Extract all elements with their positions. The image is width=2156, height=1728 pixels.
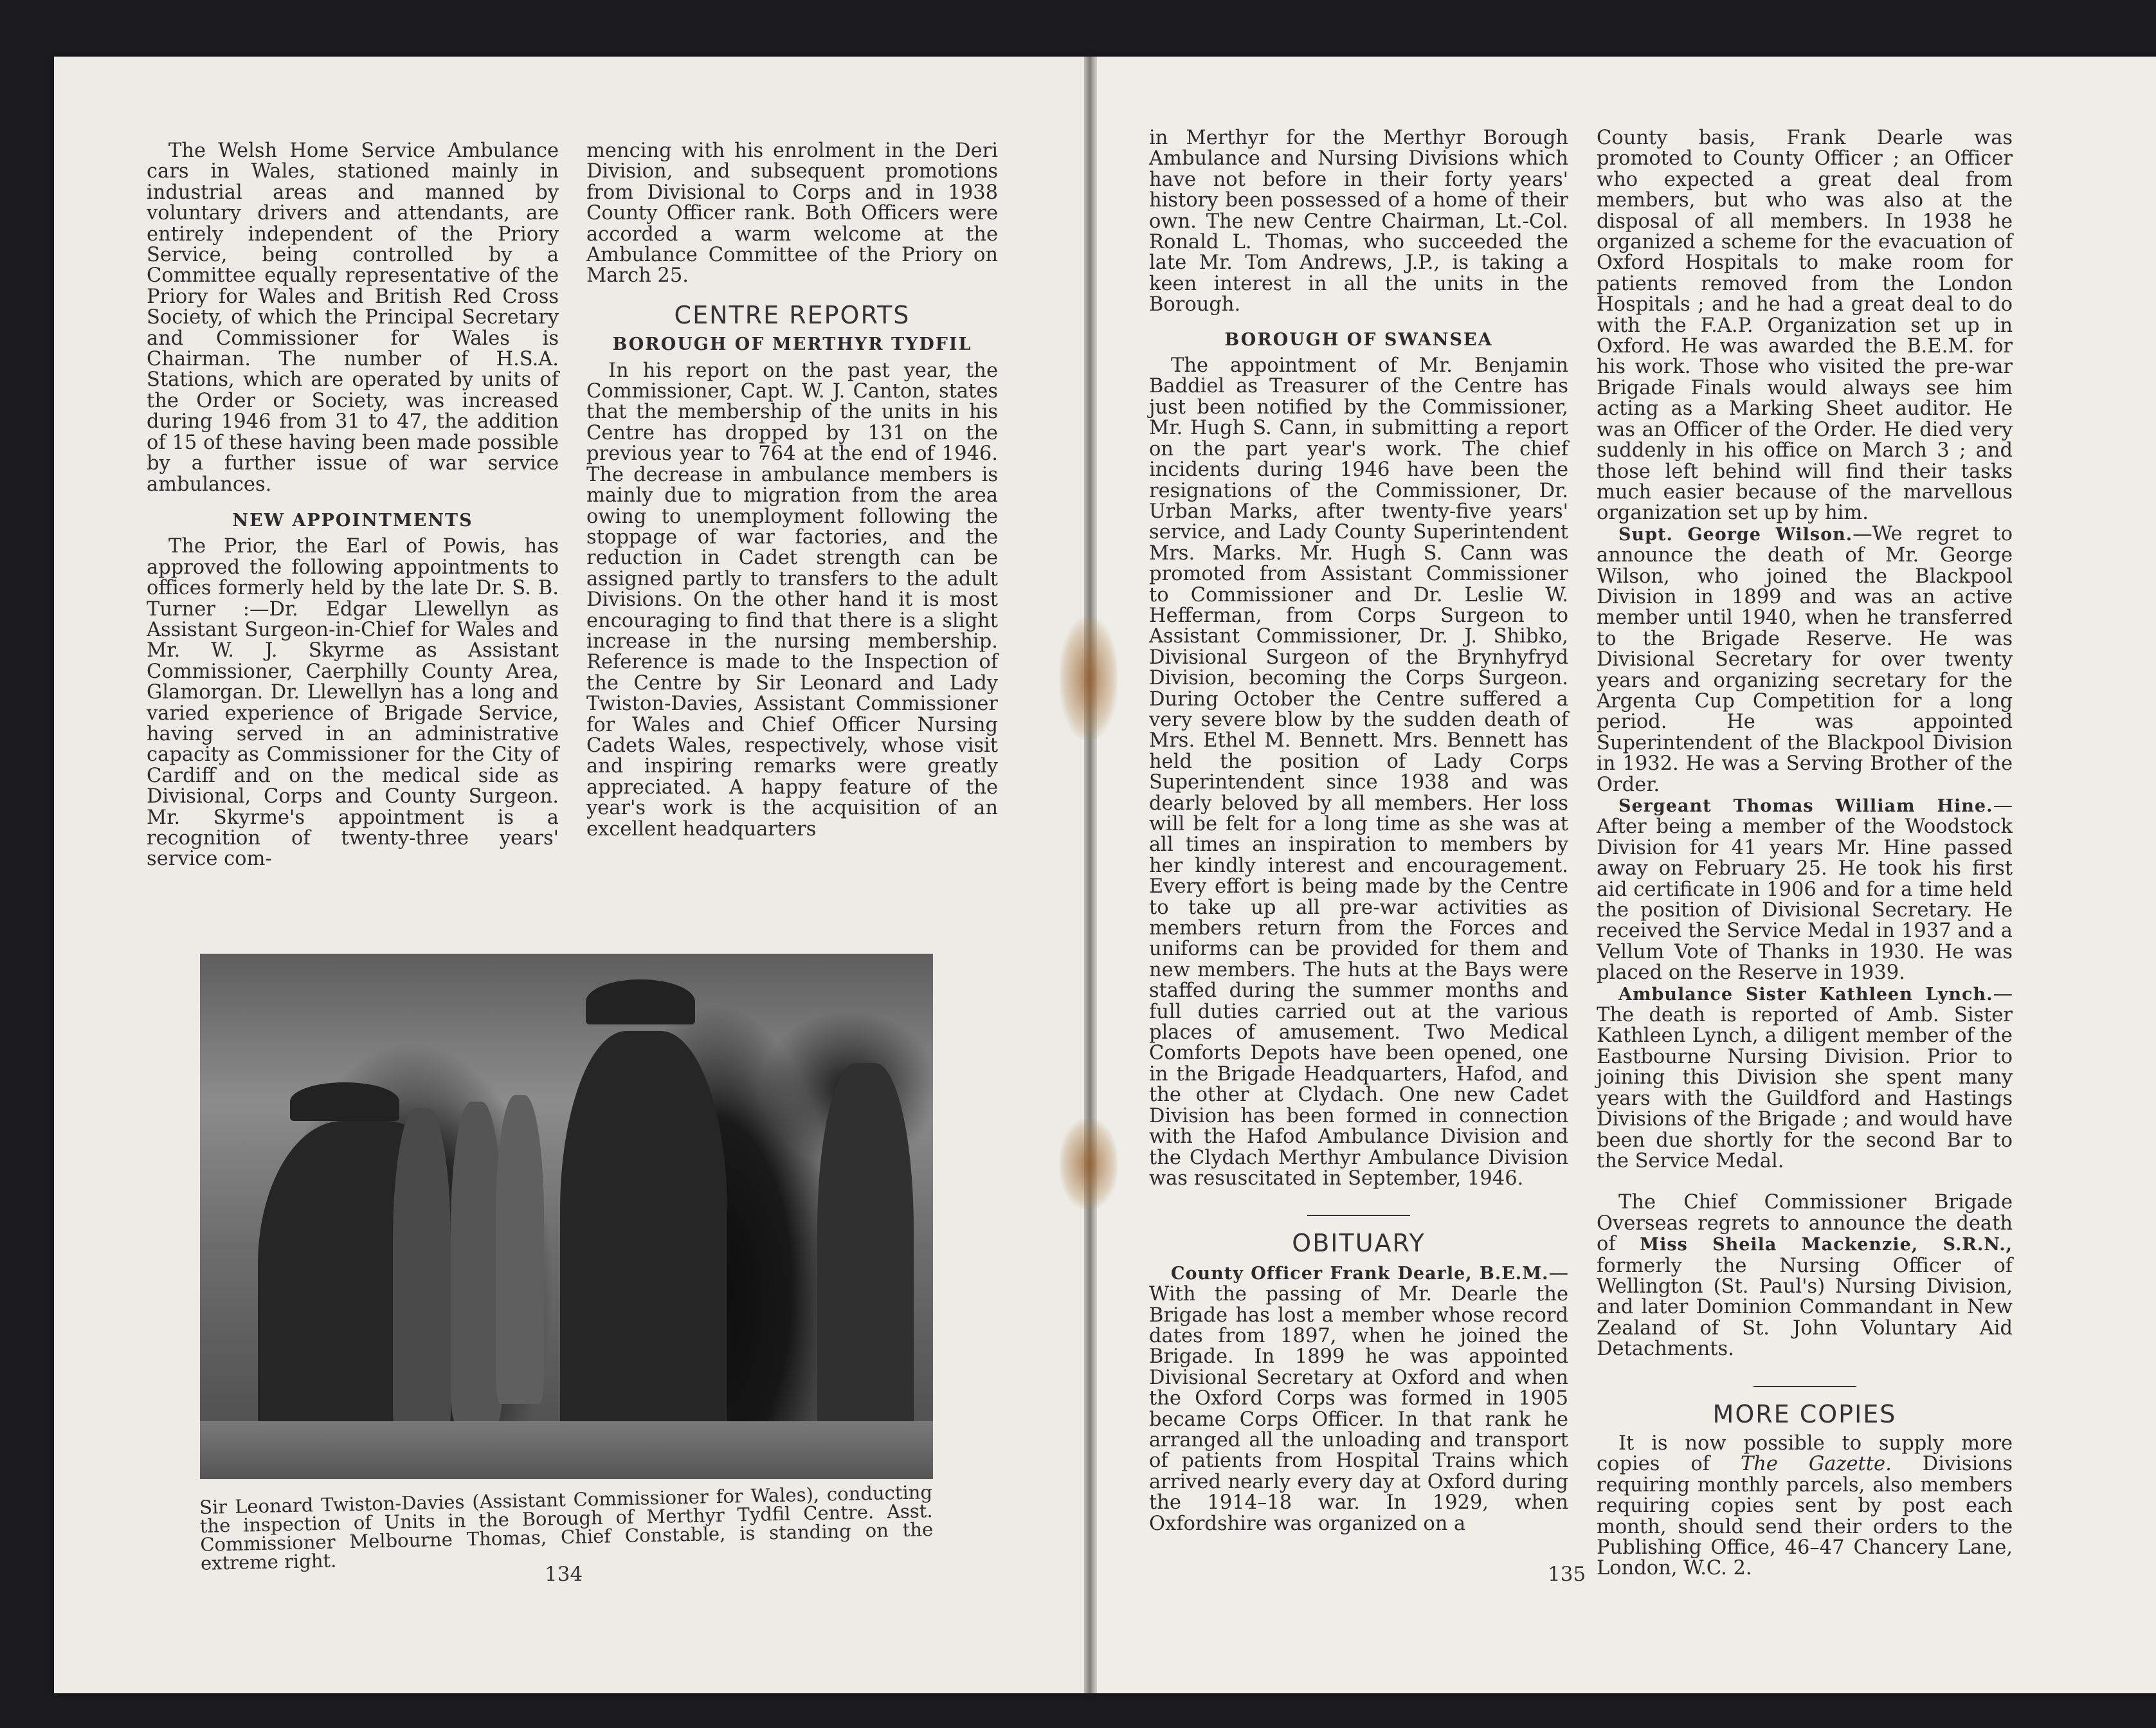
obituary-entry bbox=[1597, 796, 2013, 984]
section-title: MORE COPIES bbox=[1712, 1399, 1897, 1428]
paragraph: in Merthyr for the Merthyr Borough Ambulance and Nursing Divisions which have not before in their forty years' history been possessed of a home of their own. The new Centre Chairman, Lt.-Col. Ronald L. Thomas, who succeeded the late Mr. Tom Andrews, J.P., is taking a keen interest in all the units in the Borough. bbox=[1149, 127, 1568, 316]
copies-text: It is now possible to supply more copies of bbox=[1597, 1432, 2013, 1476]
obituary-text: formerly the Nursing Officer of Wellington (St. Paul's) Nursing Division, and later Dominion Commandant in New Zealand of St. John Voluntary Aid Detachments. bbox=[1597, 1254, 2013, 1361]
obituary-name: Ambulance Sister Kathleen Lynch. bbox=[1618, 984, 1993, 1005]
obituary-name: Miss Sheila Mackenzie, S.R.N., bbox=[1640, 1235, 2013, 1255]
left-column-2 bbox=[586, 141, 998, 840]
paragraph: mencing with his enrolment in the Deri Division, and subsequent promotions from Divisional to Corps and in 1938 County Officer rank. Both Officers were accorded a warm welcome at the Ambulance Committee of the Priory on March 25. bbox=[586, 140, 998, 287]
section-title: CENTRE REPORTS bbox=[674, 300, 910, 329]
obituary-text: —We regret to announce the death of Mr. George Wilson, who joined the Blackpool Division in 1899 and was an active member until 1940, when he transferred to the Brigade Reserve. He was Divisional Secretary for over twenty years and organizing secretary for the Argenta Cup Competition for a long period. He was appointed Superintendent of the Blackpool Division in 1932. He was a Serving Brother of the Order. bbox=[1597, 522, 2013, 796]
paragraph bbox=[1597, 1433, 2013, 1579]
inspection-photograph bbox=[200, 954, 933, 1479]
obituary-entry bbox=[1597, 984, 2013, 1172]
obituary-text: The Chief Commissioner Brigade Overseas regrets to announce the death of bbox=[1597, 1191, 2013, 1256]
section-heading: BOROUGH OF SWANSEA bbox=[1224, 329, 1493, 350]
section-heading: NEW APPOINTMENTS bbox=[232, 510, 473, 531]
paragraph: The appointment of Mr. Benjamin Baddiel as Treasurer of the Centre has just been notified by the Commissioner, Mr. Hugh S. Cann, in submitting a report on the part year's work. The chief incidents during 1946 have been the resignations of the Commissioner, Dr. Urban Marks, after twenty-five years' service, and Lady County Superintendent Mrs. Marks. Mr. Hugh S. Cann was promoted from Assistant Commissioner to Commissioner and Dr. Leslie W. Hefferman, from Corps Surgeon to Assistant Commissioner, Dr. J. Shibko, Divisional Surgeon of the Brynhyfryd Division, becoming the Corps Surgeon. During October the Centre suffered a very severe blow by the sudden death of Mrs. Ethel M. Bennett. Mrs. Bennett has held the position of Lady Corps Superintendent since 1938 and was dearly beloved by all members. Her loss will be felt for a long time as she was at all times an inspiration to members by her kindly interest and encouragement. Every effort is being made by the Centre to take up all pre-war activities as members return from the Forces and uniforms can be provided for them and new members. The huts at the Bays were staffed during the summer months and full duties carried out at the various places of amusement. Two Medical Comforts Depots have been opened, one in the Brigade Headquarters, Hafod, and the other at Clydach. One new Cadet Division has been formed in connection with the Hafod Ambulance Division and the Clydach Merthyr Ambulance Division was resuscitated in September, 1946. bbox=[1149, 354, 1568, 1190]
right-column-1 bbox=[1149, 128, 1568, 1534]
section-title: OBITUARY bbox=[1292, 1229, 1426, 1258]
right-column-2 bbox=[1597, 128, 2013, 1579]
copies-text: Divisions requiring monthly parcels, also members requiring copies sent by post each month, should send their orders to the Publishing Office, 46–47 Chancery Lane, London, W.C. 2. bbox=[1597, 1453, 2013, 1580]
left-column-1 bbox=[147, 141, 559, 870]
obituary-text: — The death is reported of Amb. Sister Kathleen Lynch, a diligent member of the Eastbourne Nursing Division. Prior to joining this Division she spent many years with the Guildford and Hastings Divisions of the Brigade ; and would have been due shortly for the second Bar to the Service Medal. bbox=[1597, 982, 2013, 1172]
photo-caption: Sir Leonard Twiston-Davies (Assistant Commissioner for Wales), conducting the inspection of Units in the Borough of Merthyr Tydfil Centre. Asst. Commissioner Melbourne Thomas, Chief Constable, is standing on the extreme right. bbox=[199, 1481, 934, 1574]
obituary-name: Sergeant Thomas William Hine. bbox=[1618, 796, 1993, 816]
obituary-name: Supt. George Wilson. bbox=[1618, 524, 1853, 545]
paragraph: In his report on the past year, the Commissioner, Capt. W. J. Canton, states that the membership of the units in his Centre has dropped by 131 on the previous year to 764 at the end of 1946. The decrease in ambulance members is mainly due to migration from the area owing to unemployment following the stoppage of war factories, and the reduction in Cadet strength can be assigned partly to transfers to the adult Divisions. On the other hand it is most encouraging to find that there is a slight increase in the nursing membership. Reference is made to the Inspection of the Centre by Sir Leonard and Lady Twiston-Davies, Assistant Commissioner for Wales and Chief Officer Nursing Cadets Wales, respectively, whose visit and inspiring remarks were greatly appreciated. A happy feature of the year's work is the acquisition of an excellent headquarters bbox=[586, 359, 998, 841]
paragraph: The Prior, the Earl of Powis, has approved the following appointments to offices formerly held by the late Dr. S. B. Turner :—Dr. Edgar Llewellyn as Assistant Surgeon-in-Chief for Wales and Mr. W. J. Skyrme as Assistant Commissioner, Caerphilly County Area, Glamorgan. Dr. Llewellyn has a long and varied experience of Brigade Service, having served in an administrative capacity as Commissioner for the City of Cardiff and on the medical side as Divisional, Corps and County Surgeon. Mr. Skyrme's appointment is a recognition of twenty-three years' service com- bbox=[147, 535, 559, 871]
book-spine bbox=[1084, 57, 1097, 1693]
obituary-entry bbox=[1597, 524, 2013, 796]
obituary-entry bbox=[1149, 1263, 1568, 1534]
publication-title: The Gazette. bbox=[1740, 1453, 1892, 1476]
page-number: 135 bbox=[1548, 1563, 1586, 1586]
obituary-name: County Officer Frank Dearle, B.E.M. bbox=[1171, 1263, 1549, 1284]
page-number: 134 bbox=[545, 1563, 583, 1586]
obituary-text: — With the passing of Mr. Dearle the Brigade has lost a member whose record dates from 1897, when he joined the Brigade. In 1899 he was appointed Divisional Secretary at Oxford and when the Oxford Corps was formed in 1905 became Corps Officer. In that rank he arranged all the unloading and transport of patients from Hospital Trains which arrived nearly every day at Oxford during the 1914–18 war. In 1929, when Oxfordshire was organized on a bbox=[1149, 1261, 1568, 1535]
divider bbox=[1753, 1386, 1856, 1387]
paragraph: The Welsh Home Service Ambulance cars in Wales, stationed mainly in industrial areas and manned by voluntary drivers and attendants, are entirely independent of the Priory Service, being controlled by a Committee equally representative of the Priory for Wales and British Red Cross Society, of which the Principal Secretary and Commissioner for Wales is Chairman. The number of H.S.A. Stations, which are operated by units of the Order or Society, was increased during 1946 from 31 to 47, the addition of 15 of these having been made possible by a further issue of war service ambulances. bbox=[147, 140, 559, 496]
obituary-text: —After being a member of the Woodstock Division for 41 years Mr. Hine passed away on February 25. He took his first aid certificate in 1906 and for a time held the position of Divisional Secretary. He received the Service Medal in 1937 and a Vellum Vote of Thanks in 1930. He was placed on the Reserve in 1939. bbox=[1597, 794, 2013, 985]
divider bbox=[1307, 1215, 1410, 1216]
section-heading: BOROUGH OF MERTHYR TYDFIL bbox=[612, 334, 972, 355]
rust-stain bbox=[1060, 617, 1118, 740]
obituary-entry bbox=[1597, 1192, 2013, 1360]
paragraph: County basis, Frank Dearle was promoted to County Officer ; an Officer who expected a great deal from members, but who was also at the disposal of all members. In 1938 he organized a scheme for the evacuation of Oxford Hospitals to make room for patients removed from the London Hospitals ; and he had a great deal to do with the F.A.P. Organization set up in Oxford. He was awarded the B.E.M. for his work. Those who visited the pre-war Brigade Finals would always see him acting as a Marking Sheet auditor. He was an Officer of the Order. He died very suddenly in his office on March 3 ; and those left behind will find their tasks much easier because of the marvellous organization set up by him. bbox=[1597, 127, 2013, 525]
rust-stain bbox=[1060, 1119, 1118, 1209]
